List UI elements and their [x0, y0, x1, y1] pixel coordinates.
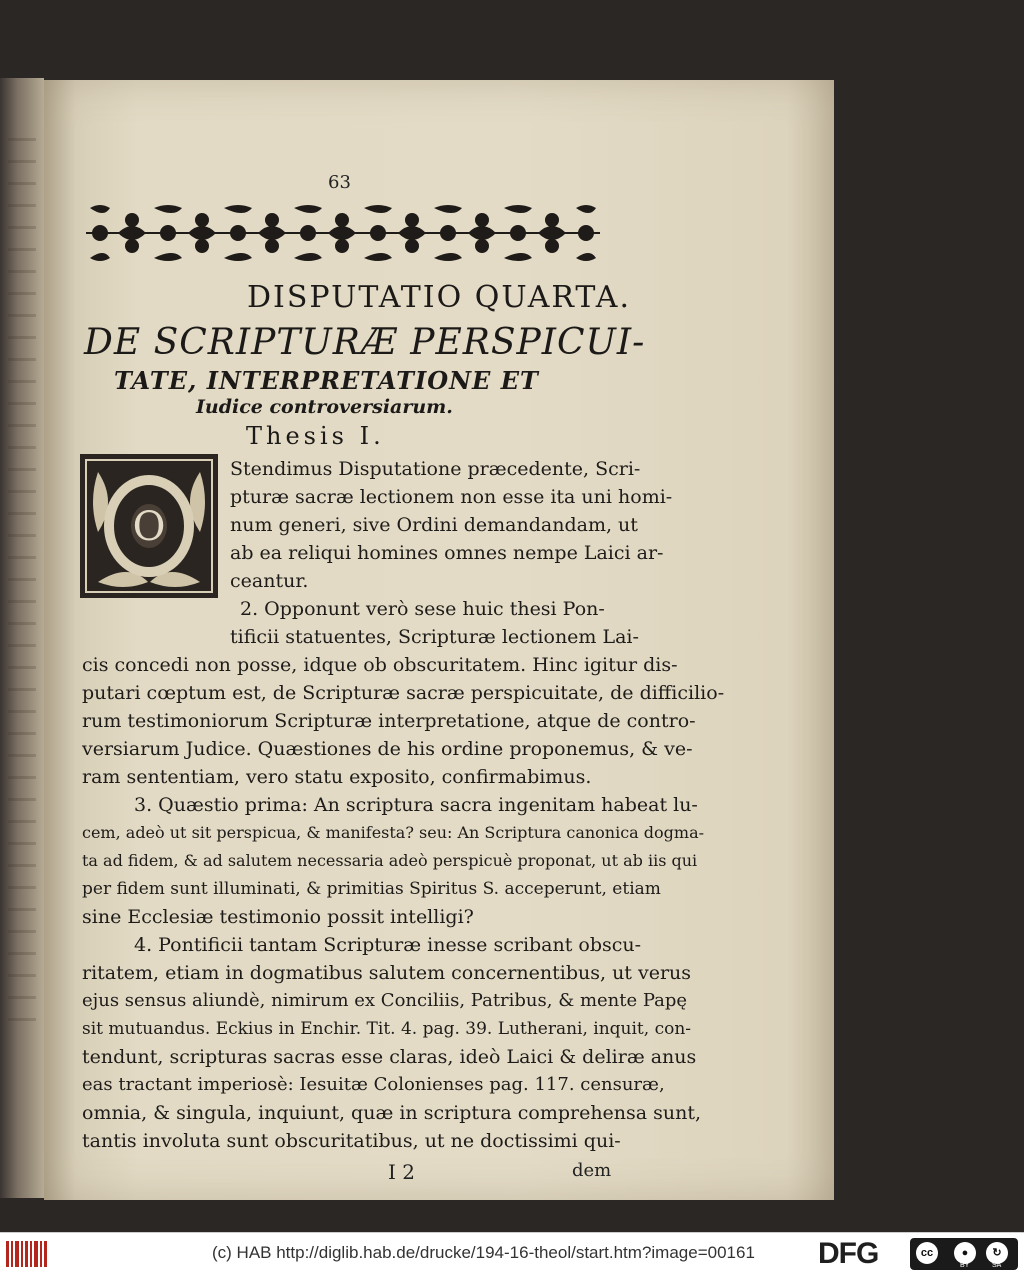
decorated-initial: [78, 452, 220, 600]
text-line: per fidem sunt illuminati, & primitias Spiritus S. acceperunt, etiam: [82, 879, 661, 899]
text-line: versiarum Judice. Quæstiones de his ordine proponemus, & ve-: [82, 738, 693, 760]
title-line-3: Iudice controversiarum.: [196, 396, 453, 418]
text-line: ritatem, etiam in dogmatibus salutem concernentibus, ut verus: [82, 962, 692, 984]
footer-bar: [0, 1232, 1024, 1275]
text-line: omnia, & singula, inquiunt, quæ in scriptura comprehensa sunt,: [82, 1102, 702, 1124]
text-line: cem, adeò ut sit perspicua, & manifesta? seu: An Scriptura canonica dogma-: [82, 823, 705, 842]
text-line: 2. Opponunt verò sese huic thesi Pon-: [240, 598, 605, 620]
cc-icon: cc: [916, 1242, 938, 1264]
share-alike-icon: ↻: [986, 1242, 1008, 1264]
text-line: pturæ sacræ lectionem non esse ita uni homi-: [230, 486, 673, 508]
text-line: ram sententiam, vero statu exposito, confirmabimus.: [82, 766, 592, 788]
book-page: [44, 80, 834, 1200]
text-line: 3. Quæstio prima: An scriptura sacra ingenitam habeat lu-: [134, 794, 698, 816]
text-line: ejus sensus aliundè, nimirum ex Conciliis, Patribus, & mente Papę: [82, 990, 688, 1011]
left-page-edge: [0, 78, 44, 1198]
cc-by-label: BY: [960, 1262, 970, 1269]
disputation-heading: DISPUTATIO QUARTA.: [246, 280, 632, 315]
attribution-icon: ●: [954, 1242, 976, 1264]
text-line: rum testimoniorum Scripturæ interpretatione, atque de contro-: [82, 710, 696, 732]
initial-letter: O: [132, 504, 166, 550]
ornament-band: [82, 200, 604, 266]
text-line: Stendimus Disputatione præcedente, Scri-: [230, 458, 641, 480]
text-line: sine Ecclesiæ testimonio possit intelligi?: [82, 906, 474, 928]
page-number: 63: [328, 172, 351, 193]
text-line: sit mutuandus. Eckius in Enchir. Tit. 4. pag. 39. Lutherani, inquit, con-: [82, 1019, 692, 1039]
cc-license-badge[interactable]: [910, 1238, 1018, 1270]
text-line: ta ad fidem, & ad salutem necessaria adeò perspicuè proponat, ut ab iis qui: [82, 851, 698, 870]
text-line: num generi, sive Ordini demandandam, ut: [230, 514, 638, 536]
text-line: eas tractant imperiosè: Iesuitæ Colonienses pag. 117. censuræ,: [82, 1074, 665, 1095]
text-line: ceantur.: [230, 570, 309, 592]
text-line: tendunt, scripturas sacras esse claras, ideò Laici & deliræ anus: [82, 1046, 697, 1068]
dfg-logo: DFG: [818, 1237, 879, 1270]
text-line: tantis involuta sunt obscuritatibus, ut ne doctissimi qui-: [82, 1130, 621, 1152]
title-line-2: TATE, INTERPRETATIONE ET: [114, 366, 539, 395]
barcode-icon: [6, 1239, 50, 1269]
cc-sa-label: SA: [992, 1262, 1002, 1269]
catchword: dem: [572, 1160, 612, 1181]
title-line-1: DE SCRIPTURÆ PERSPICUI-: [84, 322, 646, 363]
text-line: tificii statuentes, Scripturæ lectionem Lai-: [230, 626, 639, 648]
copyright-link[interactable]: (c) HAB http://diglib.hab.de/drucke/194-16-theol/start.htm?image=00161: [212, 1243, 755, 1262]
signature-mark: I 2: [388, 1160, 415, 1184]
thesis-title: Thesis I.: [246, 422, 385, 450]
text-line: cis concedi non posse, idque ob obscuritatem. Hinc igitur dis-: [82, 654, 678, 676]
text-line: 4. Pontificii tantam Scripturæ inesse scribant obscu-: [134, 934, 642, 956]
text-line: putari cœptum est, de Scripturæ sacræ perspicuitate, de difficilio-: [82, 682, 725, 704]
text-line: ab ea reliqui homines omnes nempe Laici ar-: [230, 542, 664, 564]
